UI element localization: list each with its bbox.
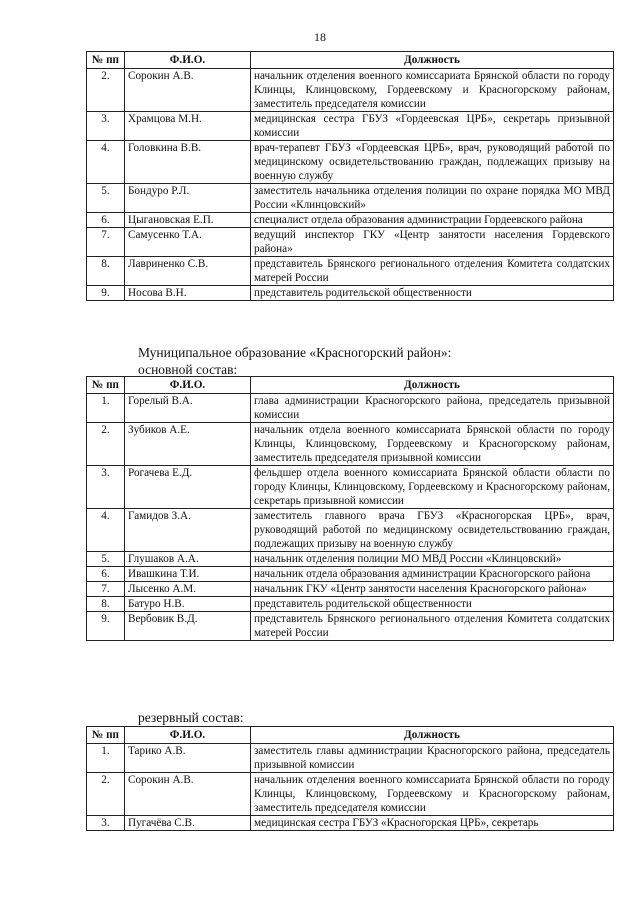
row-number: 2.	[87, 423, 125, 466]
section-title-krasnogorsky: Муниципальное образование «Красногорский район»:	[138, 345, 452, 360]
member-name: Зубиков А.Е.	[125, 423, 251, 466]
header-number: № пп	[87, 52, 125, 69]
table-row	[87, 112, 614, 141]
row-number: 1.	[87, 394, 125, 423]
header-number: № пп	[87, 727, 125, 744]
member-position: представитель родительской общественности	[251, 597, 614, 612]
member-position: заместитель главного врача ГБУЗ «Красногорская ЦРБ», врач, руководящий работой по медицинскому освидетельствованию граждан, подлежащих призыву на военную службу	[251, 509, 614, 552]
row-number: 4.	[87, 509, 125, 552]
row-number: 5.	[87, 552, 125, 567]
header-name: Ф.И.О.	[125, 52, 251, 69]
member-position: медицинская сестра ГБУЗ «Красногорская ЦРБ», секретарь	[251, 816, 614, 831]
row-number: 4.	[87, 141, 125, 184]
table-header-row	[87, 52, 614, 69]
table-row	[87, 184, 614, 213]
table-header-row	[87, 377, 614, 394]
header-position: Должность	[251, 727, 614, 744]
section-subtitle-main-composition: основной состав:	[138, 362, 238, 377]
table-row	[87, 597, 614, 612]
row-number: 7.	[87, 228, 125, 257]
member-position: заместитель главы администрации Красногорского района, председатель призывной комиссии	[251, 744, 614, 773]
member-name: Бондуро Р.Л.	[125, 184, 251, 213]
table-row	[87, 816, 614, 831]
row-number: 8.	[87, 597, 125, 612]
table-row	[87, 286, 614, 301]
member-position: заместитель начальника отделения полиции по охране порядка МО МВД России «Клинцовский»	[251, 184, 614, 213]
member-position: медицинская сестра ГБУЗ «Гордеевская ЦРБ», секретарь призывной комиссии	[251, 112, 614, 141]
member-position: ведущий инспектор ГКУ «Центр занятости населения Гордевского района»	[251, 228, 614, 257]
member-name: Тарико А.В.	[125, 744, 251, 773]
member-position: специалист отдела образования администрации Гордеевского района	[251, 213, 614, 228]
table-row	[87, 466, 614, 509]
member-name: Сорокин А.В.	[125, 773, 251, 816]
row-number: 9.	[87, 612, 125, 641]
header-position: Должность	[251, 377, 614, 394]
member-name: Батуро Н.В.	[125, 597, 251, 612]
table-row	[87, 423, 614, 466]
table-row	[87, 773, 614, 816]
commission-table-gordeevsky	[86, 51, 614, 301]
row-number: 7.	[87, 582, 125, 597]
member-name: Храмцова М.Н.	[125, 112, 251, 141]
header-position: Должность	[251, 52, 614, 69]
row-number: 3.	[87, 466, 125, 509]
member-position: представитель родительской общественности	[251, 286, 614, 301]
member-position: начальник отделения полиции МО МВД России «Клинцовский»	[251, 552, 614, 567]
member-name: Самусенко Т.А.	[125, 228, 251, 257]
row-number: 5.	[87, 184, 125, 213]
member-name: Лысенко А.М.	[125, 582, 251, 597]
commission-table-krasnogorsky-reserve	[86, 726, 614, 831]
row-number: 3.	[87, 112, 125, 141]
member-name: Гамидов З.А.	[125, 509, 251, 552]
table-row	[87, 612, 614, 641]
member-name: Носова В.Н.	[125, 286, 251, 301]
member-name: Вербовик В.Д.	[125, 612, 251, 641]
member-name: Ивашкина Т.И.	[125, 567, 251, 582]
member-position: врач-терапевт ГБУЗ «Гордеевская ЦРБ», врач, руководящий работой по медицинскому освидетельствованию граждан, подлежащих призыву на военную службу	[251, 141, 614, 184]
table-row	[87, 141, 614, 184]
member-name: Пугачёва С.В.	[125, 816, 251, 831]
table-row	[87, 582, 614, 597]
row-number: 2.	[87, 69, 125, 112]
member-position: начальник отдела образования администрации Красногорского района	[251, 567, 614, 582]
row-number: 2.	[87, 773, 125, 816]
row-number: 9.	[87, 286, 125, 301]
member-name: Горелый В.А.	[125, 394, 251, 423]
table-row	[87, 213, 614, 228]
row-number: 6.	[87, 213, 125, 228]
table-header-row	[87, 727, 614, 744]
header-number: № пп	[87, 377, 125, 394]
table-row	[87, 552, 614, 567]
member-position: глава администрации Красногорского района, председатель призывной комиссии	[251, 394, 614, 423]
member-position: фельдшер отдела военного комиссариата Брянской области области по городу Клинцы, Клинцовскому, Гордеевскому и Красногорскому районам, секретарь призывной комиссии	[251, 466, 614, 509]
row-number: 6.	[87, 567, 125, 582]
table-row	[87, 257, 614, 286]
table-row	[87, 744, 614, 773]
header-name: Ф.И.О.	[125, 377, 251, 394]
table-row	[87, 567, 614, 582]
table-row	[87, 509, 614, 552]
member-position: начальник отдела военного комиссариата Брянской области по городу Клинцы, Клинцовскому, Гордеевскому и Красногорскому районам, заместитель председателя призывной комиссии	[251, 423, 614, 466]
table-row	[87, 394, 614, 423]
member-name: Цыгановская Е.П.	[125, 213, 251, 228]
member-name: Глушаков А.А.	[125, 552, 251, 567]
commission-table-krasnogorsky-main	[86, 376, 614, 641]
member-position: начальник отделения военного комиссариата Брянской области по городу Клинцы, Клинцовскому, Гордеевскому и Красногорскому районам, заместитель председателя комиссии	[251, 69, 614, 112]
member-position: представитель Брянского регионального отделения Комитета солдатских матерей России	[251, 257, 614, 286]
member-position: начальник отделения военного комиссариата Брянской области по городу Клинцы, Клинцовскому, Гордеевскому и Красногорскому районам, заместитель председателя комиссии	[251, 773, 614, 816]
member-name: Рогачева Е.Д.	[125, 466, 251, 509]
row-number: 1.	[87, 744, 125, 773]
member-position: представитель Брянского регионального отделения Комитета солдатских матерей России	[251, 612, 614, 641]
page-number: 18	[314, 30, 326, 44]
row-number: 8.	[87, 257, 125, 286]
member-name: Головкина В.В.	[125, 141, 251, 184]
member-name: Лавриненко С.В.	[125, 257, 251, 286]
row-number: 3.	[87, 816, 125, 831]
header-name: Ф.И.О.	[125, 727, 251, 744]
section-title-reserve-composition: резервный состав:	[138, 710, 244, 725]
member-name: Сорокин А.В.	[125, 69, 251, 112]
table-row	[87, 69, 614, 112]
table-row	[87, 228, 614, 257]
member-position: начальник ГКУ «Центр занятости населения Красногорского района»	[251, 582, 614, 597]
